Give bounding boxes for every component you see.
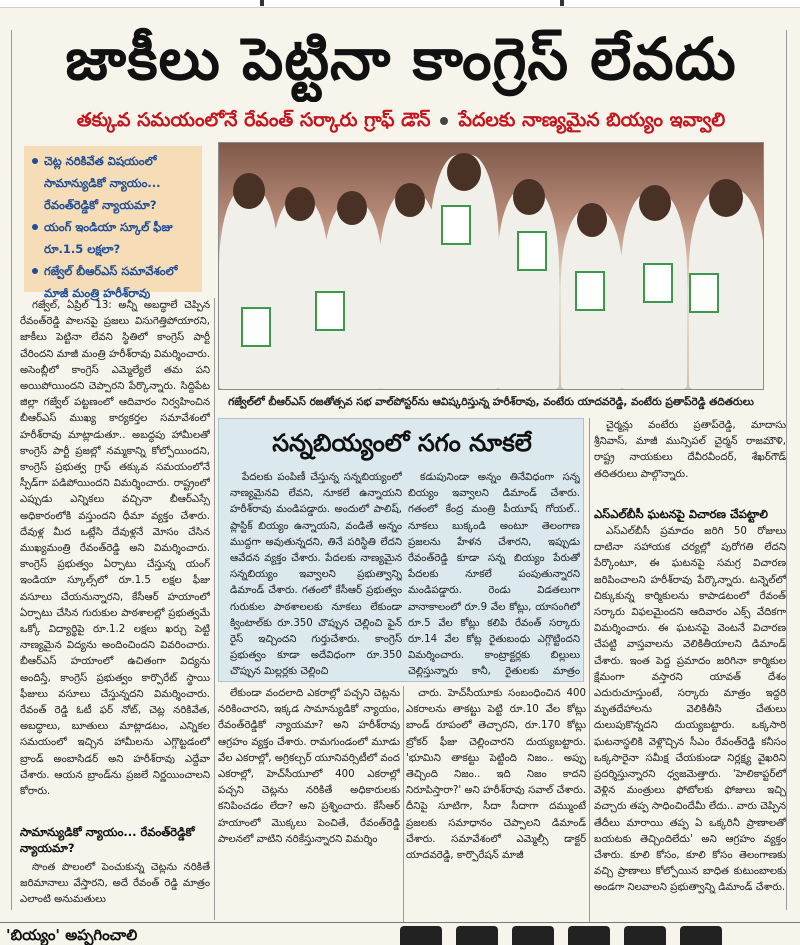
highlight-item: చెట్ల నరికివేత విషయంలో సామాన్యుడికో న్యాయం... రేవంత్‌రెడ్డికో న్యాయమా?	[30, 150, 196, 216]
body-column-left-b	[20, 860, 210, 920]
news-photo	[218, 142, 764, 390]
bottom-rule	[0, 922, 800, 923]
body-text: లేకుండా వందలాది ఎకరాల్లో పచ్చని చెట్లను నరికించారని, ఇక్కడ సామాన్యుడికో న్యాయం, రేవంత్‌రెడ్డికో న్యాయమా? అని హరీశ్‌రావు ఆగ్రహం వ్యక్తం చేశారు. రామగుండంలో మూడు వేల ఎకరాల్లో, అగ్రికల్చర్ యూనివర్సిటీలో వంద ఎకరాల్లో, హెచ్‌సీయూలో 400 ఎకరాల్లో పచ్చని చెట్లను నరికితే అధికారులకు కనిపించడం లేదా? అని ప్రశ్నించారు. కేసీఆర్ హయాంలో మొక్కలు పెంచితే, రేవంత్‌రెడ్డి పాలనలో వాటిని నరికేస్తున్నారని విమర్శిం	[218, 688, 400, 845]
body-text: ఎస్ఎల్‌బీసీ ప్రమాదం జరిగి 50 రోజులు దాటినా సహాయక చర్యల్లో పురోగతి లేదని పేర్కొంటూ, ఈ ఘటనపై సమగ్ర విచారణ జరిపించాలని హరీశ్‌రావు పేర్కొన్నారు. టన్నెల్‌లో చిక్కుకున్న కార్మికులను కాపాడటంలో రేవంత్ సర్కారు విఫలమైందని ఆదివారం ఎక్స్ వేదికగా విమర్శించారు. ఈ ఘటనపై వెంటనే విచారణ చేపట్టి వాస్తవాలను వెలికితీయాలని డిమాండ్ చేశారు. ఇంత పెద్ద ప్రమాదం జరిగినా కార్మికుల క్షేమంగా వస్తారని యావత్ దేశం ఎదురుచూస్తుంటే, సర్కారు మాత్రం ఇద్దరి మృతదేహాలను వెలికితీసి చేతులు దులుపుకొన్నదని దుయ్యబట్టారు. ఒక్కసారి ఘటనాస్థలికి వెళ్లొచ్చిన సీఎం రేవంత్‌రెడ్డి కనీసం ఒక్కసారైనా సమీక్ష చేయకుండా నిర్లక్ష్య వైఖరిని ప్రదర్శిస్తున్నారని ధ్వజమెత్తారు. 'హెలికాప్టర్‌లో వెళ్లిన మంత్రులు ఫోటోలకు ఫోజులు ఇచ్చి వచ్చారు తప్ప సాధించిందేమీ లేదు.. వారు చెప్పిన తేదీలు మారాయి తప్ప ఏ ఒక్కరినీ ప్రాణాలతో బయటకు తెచ్చిందిలేదు' అని ఆగ్రహం వ్యక్తం చేశారు. కూలి కోసం, కూలి కోసం తెలంగాణకు వచ్చి ప్రాణాలు కోల్పోయిన బాధిత కుటుంబాలకు అండగా నిలవాలని ప్రభుత్వాన్ని డిమాండ్ చేశారు.	[594, 526, 786, 894]
box-column-2	[408, 470, 580, 680]
body-text: గజ్వేల్, ఏప్రిల్ 13: అన్నీ అబద్ధాలే చెప్పిన రేవంత్‌రెడ్డి పాలనపై ప్రజలు విసుగెత్తిపోయారని, జాకీలు పెట్టినా లేవని స్థితిలో కాంగ్రెస్ పార్టీ చేరిందని మాజీ మంత్రి హరీశ్‌రావు విమర్శించారు. అసెంబ్లీలో కాంగ్రెస్ ఎమ్మెల్యేలే తమ పని అయిపోయిందని చెప్పారని పేర్కొన్నారు. సిద్దిపేట జిల్లా గజ్వేల్ పట్టణంలో ఆదివారం నిర్వహించిన బీఆర్ఎస్ ముఖ్య కార్యకర్తల సమావేశంలో హరీశ్‌రావు మాట్లాడుతూ.. అబద్ధపు హామీలతో కాంగ్రెస్ పార్టీ ప్రజల్లో నమ్మకాన్ని కోల్పోయిందని, కాంగ్రెస్ ప్రభుత్వ గ్రాఫ్ తక్కువ సమయంలోనే స్పీడ్‌గా పడిపోయిందని విమర్శించారు. రాష్ట్రంలో ఎప్పుడు ఎన్నికలు వచ్చినా బీఆర్ఎస్సే అధికారంలోకి వస్తుందని ధీమా వ్యక్తం చేశారు. దేవుళ్ల మీద ఒట్లేసి దేవుళ్లనే మోసం చేసిన ముఖ్యమంత్రి రేవంత్‌రెడ్డి అని విమర్శించారు. కాంగ్రెస్ ప్రభుత్వం ఏర్పాటు చేస్తున్న యంగ్ ఇండియా స్కూల్స్‌లో రూ.1.5 లక్షల ఫీజు వసూలు చేయనున్నారని, కేసీఆర్ హయాంలో ఏర్పాటు చేసిన గురుకుల పాఠశాలల్లో ప్రభుత్వమే ఒక్కో విద్యార్థిపై రూ.1.2 లక్షలు ఖర్చు పెట్టి నాణ్యమైన విద్యను అందించిందని వివరించారు. బీఆర్ఎస్ హయాంలో ఉచితంగా విద్యను అందిస్తే, కాంగ్రెస్ ప్రభుత్వం కార్పొరేట్ స్థాయి ఫీజులు వసూలు చేస్తున్నదని విమర్శించారు. రేవంత్ రెడ్డి ఓటీ ఫర్ నోట్, చెట్ల నరికివేత, అబద్ధాలు, బూతులు మాట్లాడటం, ఎన్నికల సమయంలో ఇచ్చిన హామీలను ఎగ్గొట్టడంలో బ్రాండ్ అంబాసిడర్ అని హరీశ్‌రావు ఎద్దేవా చేశారు. ఆయన బ్రాండ్‌ను ప్రజలే నిర్ణయించాలని కోరారు.	[20, 300, 210, 798]
subhead-left: సామాన్యుడికో న్యాయం... రేవంత్‌రెడ్డికో న్యాయమా?	[20, 825, 195, 855]
bottom-next-headline-cut	[400, 926, 786, 945]
body-column-left	[20, 298, 210, 822]
body-column-right-b	[594, 524, 786, 922]
highlights-box	[24, 146, 202, 300]
left-edge-rule	[0, 30, 12, 910]
box-column-1	[230, 470, 402, 680]
highlight-item: గజ్వేల్ బీఆర్ఎస్ సమావేశంలో మాజీ మంత్రి హరీశ్‌రావు	[30, 260, 196, 304]
top-strip	[0, 0, 800, 8]
column-divider	[214, 298, 215, 920]
bullet-dot	[440, 117, 448, 125]
body-text: కడుపునిండా అన్నం తినేవిధంగా సన్న బియ్యం ఇవ్వాలని డిమాండ్ చేశారు. గతంలో కేంద్ర మంత్రి పీయూష్ గోయల్.. నూకలు బుక్కండి అంటూ తెలంగాణ ప్రజలను హేళన చేశారని, ఇప్పుడు రేవంత్‌రెడ్డి కూడా సన్న బియ్యం పేరుతో పేదలకు నూకలే పంపుతున్నారని మండిపడ్డారు. రెండు విడతలుగా వానాకాలంలో రూ.9 వేల కోట్లు, యాసంగిలో రూ.5 వేల కోట్లు కలిపి రేవంత్ సర్కారు రూ.14 వేల కోట్ల రైతుబంధు ఎగ్గొట్టిందని విమర్శించారు. కాంట్రాక్టర్లకు బిల్లులు చెల్లిస్తున్నారు కానీ, రైతులకు మాత్రం	[408, 472, 580, 678]
column-divider	[403, 686, 404, 922]
box-title: సన్నబియ్యంలో సగం నూకలే	[272, 429, 532, 457]
highlight-item: యంగ్ ఇండియా స్కూల్ ఫీజు రూ.1.5 లక్షలా?	[30, 216, 196, 260]
body-column-right	[594, 418, 786, 508]
bottom-teaser: 'బియ్యం' అప్పగించాలి	[6, 926, 138, 944]
subhead-2: పేదలకు నాణ్యమైన బియ్యం ఇవ్వాలి	[458, 109, 726, 131]
photo-caption: గజ్వేల్‌లో బీఆర్ఎస్ రజతోత్సవ సభ వాల్‌పోస్టర్‌ను ఆవిష్కరిస్తున్న హరీశ్‌రావు, వంటేరు యాదవరెడ్డి, వంటేరు ప్రతాప్‌రెడ్డి తదితరులు	[228, 396, 754, 408]
body-text: చారు. హెచ్‌సీయూకు సంబంధించిన 400 ఎకరాలను తాకట్టు పెట్టి రూ.10 వేల కోట్లు బాండ్ రూపంలో తెచ్చారని, రూ.170 కోట్లు బ్రోకర్ ఫీజు చెల్లించారని దుయ్యబట్టారు. 'భూమిని తాకట్టు పెట్టింది నిజం.. అప్పు తెచ్చింది నిజం.. ఇది నిజం కాదని నిరూపిస్తారా?' అని హరీశ్‌రావు సవాల్ చేశారు. దీనిపై సూటిగా, సీదా సీదాగా దమ్ముంటే ప్రజలకు సమాధానం చెప్పాలని డిమాండ్ చేశారు. సమావేశంలో ఎమ్మెల్సీ డాక్టర్ యాదవరెడ్డి, కార్పొరేషన్ మాజీ	[406, 688, 586, 862]
headline: జాకీలు పెట్టినా కాంగ్రెస్ లేవదు	[65, 25, 737, 93]
body-text: పేదలకు పంపిణీ చేస్తున్న సన్నబియ్యంలో నాణ్యమైనవి లేవని, నూకలే ఉన్నాయని హరీశ్‌రావు మండిపడ్డారు. అందులో పాలిష్, ప్లాస్టిక్ బియ్యం ఉన్నాయని, వండితే అన్నం ముద్దగా అవుతున్నదని, తినే పరిస్థితి లేదని ఆవేదన వ్యక్తం చేశారు. పేదలకు నాణ్యమైన సన్నబియ్యం ఇవ్వాలని ప్రభుత్వాన్ని డిమాండ్ చేశారు. గతంలో కేసీఆర్ ప్రభుత్వం గురుకుల పాఠశాలలకు నూకలు లేకుండా క్వింటాల్‌కు రూ.350 చొప్పున చెల్లించి ఫైన్ రైస్ ఇచ్చిందని గుర్తుచేశారు. కాంగ్రెస్ ప్రభుత్వం కూడా అదేవిధంగా రూ.350 చొప్పున మిల్లర్లకు చెల్లించి	[230, 472, 402, 678]
body-column-mid-2	[406, 686, 586, 922]
subhead-right: ఎస్ఎల్‌బీసీ ఘటనపై విచారణ చేపట్టాలి	[594, 507, 768, 521]
body-text: చైర్మన్లు వంటేరు ప్రతాప్‌రెడ్డి, మాదాసు శ్రీనివాస్, మాజీ మున్సిపల్ చైర్మన్ రాజమౌళి, రాష్ట్ర నాయకులు దేవీరవీందర్, శేఖర్‌గౌడ్ తదితరులు పాల్గొన్నారు.	[594, 420, 786, 480]
body-column-mid-1	[218, 686, 400, 922]
column-divider	[589, 418, 590, 922]
body-text: సొంత పొలంలో పెంచుకున్న చెట్లను నరికితే జరిమానాలు వేస్తారని, అదే రేవంత్ రెడ్డి మాత్రం ఎలాంటి అనుమతులు	[20, 862, 210, 906]
subhead	[16, 104, 786, 136]
right-edge-rule	[786, 30, 800, 910]
subhead-1: తక్కువ సమయంలోనే రేవంత్ సర్కారు గ్రాఫ్ డౌన్	[76, 109, 431, 131]
